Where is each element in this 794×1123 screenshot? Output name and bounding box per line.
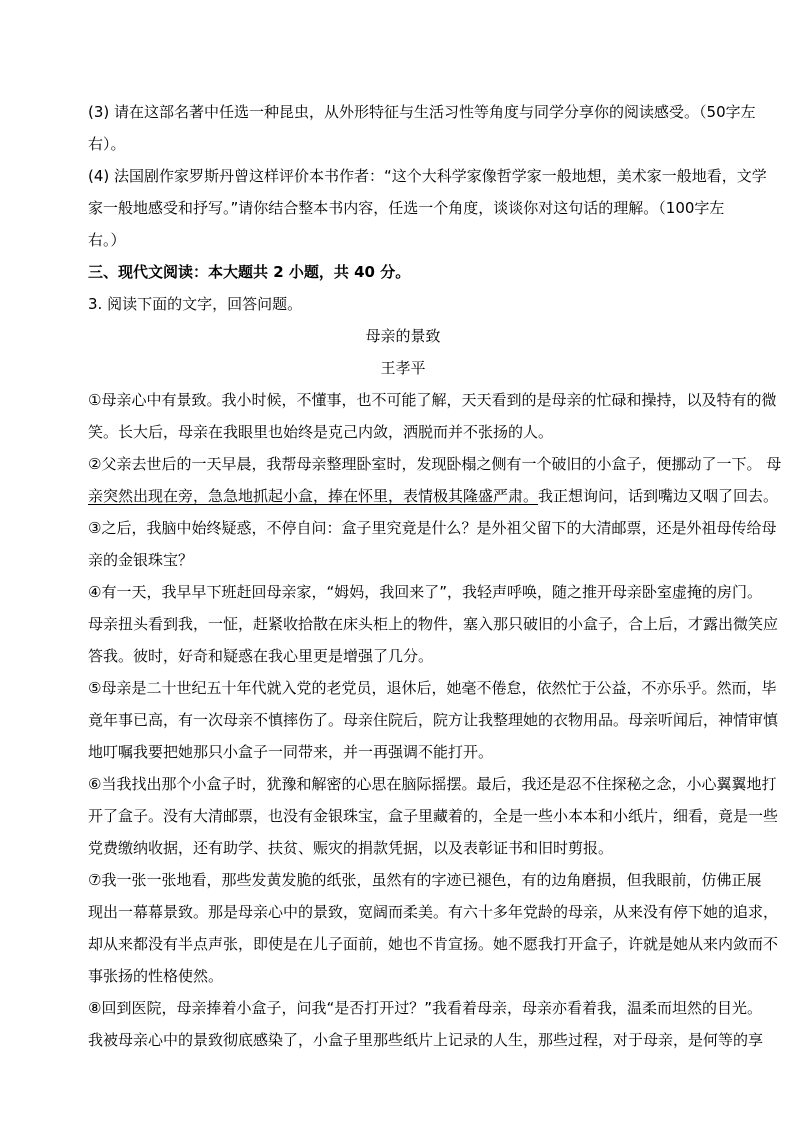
paragraph-8-line-2: 我被母亲心中的景致彻底感染了，小盒子里那些纸片上记录的人生，那些过程，对于母亲，是何等的享	[88, 1031, 764, 1049]
article-author: 王孝平	[380, 359, 426, 377]
paragraph-4-line-1: ④有一天，我早早下班赶回母亲家，“姆妈，我回来了”，我轻声呼唤，随之推开母亲卧室虚掩的房门。	[88, 583, 762, 601]
document-page	[88, 96, 782, 1056]
section-heading: 三、现代文阅读：本大题共 2 小题，共 40 分。	[88, 263, 411, 281]
reading-instruction: 3. 阅读下面的文字，回答问题。	[88, 295, 303, 313]
paragraph-2-line-2-rest: 我正想询问，话到嘴边又咽了回去。	[538, 487, 779, 505]
question-4-line-1: (4) 法国剧作家罗斯丹曾这样评价本书作者：“这个大科学家像哲学家一般地想，美术家一般地看，文学	[88, 167, 767, 185]
article-title: 母亲的景致	[365, 327, 441, 345]
paragraph-2-line-1	[88, 448, 782, 480]
paragraph-3-line-2: 亲的金银珠宝？	[88, 551, 194, 569]
paragraph-6-line-1: ⑥当我找出那个小盒子时，犹豫和解密的心思在脑际摇摆。最后，我还是忍不住探秘之念，小心翼翼地打	[88, 775, 777, 793]
paragraph-2-line-1-text: ②父亲去世后的一天早晨，我帮母亲整理卧室时，发现卧榻之侧有一个破旧的小盒子，便挪动了一下。	[88, 455, 762, 473]
paragraph-4-line-3: 答我。彼时，好奇和疑惑在我心里更是增强了几分。	[88, 647, 434, 665]
question-4-line-3: 右。）	[88, 231, 126, 249]
paragraph-5-line-1: ⑤母亲是二十世纪五十年代就入党的老党员，退休后，她毫不倦怠，依然忙于公益，不亦乐乎。然而，毕	[88, 679, 777, 697]
paragraph-1-line-1: ①母亲心中有景致。我小时候，不懂事，也不可能了解，天天看到的是母亲的忙碌和操持，以及特有的微	[88, 391, 777, 409]
paragraph-6-line-2: 开了盒子。没有大清邮票，也没有金银珠宝，盒子里藏着的，全是一些小本本和小纸片，细看，竟是一些	[88, 807, 779, 825]
question-3-line-2: 右）。	[88, 135, 126, 153]
question-3-line-1: (3) 请在这部名著中任选一种昆虫，从外形特征与生活习性等角度与同学分享你的阅读感受。（50字左	[88, 103, 756, 121]
paragraph-2-line-2	[88, 480, 779, 512]
question-4-line-2: 家一般地感受和抒写。”请你结合整本书内容，任选一个角度，谈谈你对这句话的理解。（100字左	[88, 199, 725, 217]
paragraph-8-line-1: ⑧回到医院，母亲捧着小盒子，问我“是否打开过？”我看着母亲，母亲亦看着我，温柔而坦然的目光。	[88, 999, 762, 1017]
paragraph-5-line-2: 竟年事已高，有一次母亲不慎摔伤了。母亲住院后，院方让我整理她的衣物用品。母亲听闻后，神情审慎	[88, 711, 779, 729]
paragraph-7-line-3: 却从来都没有半点声张，即使是在儿子面前，她也不肯宣扬。她不愿我打开盒子，许就是她从来内敛而不	[88, 935, 779, 953]
underlined-sentence: 亲突然出现在旁，急急地抓起小盒，捧在怀里，表情极其隆盛严肃。	[88, 487, 539, 505]
paragraph-7-line-4: 事张扬的性格使然。	[88, 967, 224, 985]
paragraph-1-line-2: 笑。长大后，母亲在我眼里也始终是克己内敛，洒脱而并不张扬的人。	[88, 423, 554, 441]
paragraph-4-line-2: 母亲扭头看到我，一怔，赶紧收拾散在床头柜上的物件，塞入那只破旧的小盒子，合上后，才露出微笑应	[88, 615, 779, 633]
paragraph-2-line-1-tail: 母	[766, 455, 782, 473]
paragraph-7-line-2: 现出一幕幕景致。那是母亲心中的景致，宽阔而柔美。有六十多年党龄的母亲，从来没有停下她的追求，	[88, 903, 779, 921]
paragraph-6-line-3: 党费缴纳收据，还有助学、扶贫、赈灾的捐款凭据，以及表彰证书和旧时剪报。	[88, 839, 614, 857]
paragraph-3-line-1: ③之后，我脑中始终疑惑，不停自问：盒子里究竟是什么？是外祖父留下的大清邮票，还是外祖母传给母	[88, 519, 777, 537]
paragraph-5-line-3: 地叮嘱我要把她那只小盒子一同带来，并一再强调不能打开。	[88, 743, 494, 761]
paragraph-7-line-1: ⑦我一张一张地看，那些发黄发脆的纸张，虽然有的字迹已褪色，有的边角磨损，但我眼前，仿佛正展	[88, 871, 762, 889]
